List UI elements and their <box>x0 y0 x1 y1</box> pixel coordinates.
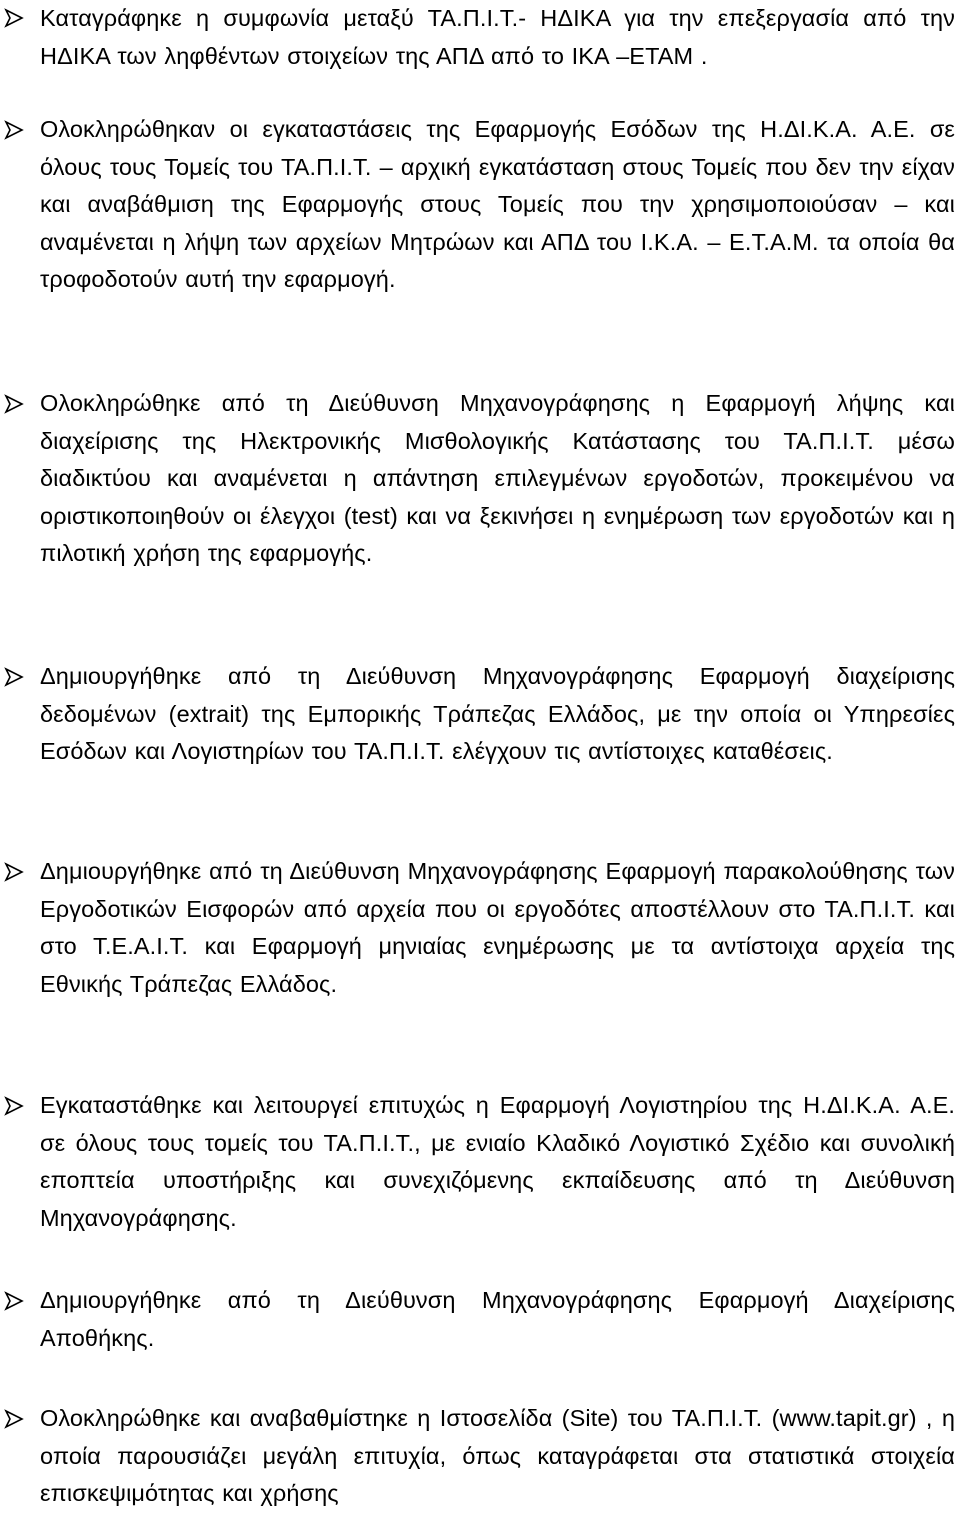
paragraph-text: Καταγράφηκε η συμφωνία μεταξύ ΤΑ.Π.Ι.Τ.- ΗΔΙΚΑ για την επεξεργασία από την ΗΔΙΚΑ των ληφθέντων στοιχείων της ΑΠΔ από το ΙΚΑ –ΕΤΑΜ . <box>40 5 955 69</box>
arrowhead-bullet-icon <box>2 1407 26 1431</box>
paragraph-text: Δημιουργήθηκε από τη Διεύθυνση Μηχανογράφησης Εφαρμογή διαχείρισης δεδομένων (extrait) της Εμπορικής Τράπεζας Ελλάδος, με την οποία οι Υπηρεσίες Εσόδων και Λογιστηρίων του ΤΑ.Π.Ι.Τ. ελέγχουν τις αντίστοιχες καταθέσεις. <box>40 663 955 764</box>
paragraph-text: Εγκαταστάθηκε και λειτουργεί επιτυχώς η Εφαρμογή Λογιστηρίου της Η.ΔΙ.Κ.Α. Α.Ε. σε όλους τους τομείς του ΤΑ.Π.Ι.Τ., με ενιαίο Κλαδικό Λογιστικό Σχέδιο και συνολική εποπτεία υποστήριξης και συνεχιζόμενης εκπαίδευσης από τη Διεύθυνση Μηχανογράφησης. <box>40 1092 955 1231</box>
arrowhead-bullet-icon <box>2 392 26 416</box>
paragraph-text: Δημιουργήθηκε από τη Διεύθυνση Μηχανογράφησης Εφαρμογή Διαχείρισης Αποθήκης. <box>40 1287 955 1351</box>
paragraph-text: Ολοκληρώθηκε και αναβαθμίστηκε η Ιστοσελίδα (Site) του ΤΑ.Π.Ι.Τ. (www.tapit.gr) , η οποία παρουσιάζει μεγάλη επιτυχία, όπως καταγράφεται στα στατιστικά στοιχεία επισκεψιμότητας και χρήσης <box>40 1405 955 1506</box>
arrowhead-bullet-icon <box>2 860 26 884</box>
arrowhead-bullet-icon <box>2 1289 26 1313</box>
paragraph-text: Δημιουργήθηκε από τη Διεύθυνση Μηχανογράφησης Εφαρμογή παρακολούθησης των Εργοδοτικών Εισφορών από αρχεία που οι εργοδότες αποστέλλουν στο ΤΑ.Π.Ι.Τ. και στο Τ.Ε.Α.Ι.Τ. και Εφαρμογή μηνιαίας ενημέρωσης με τα αντίστοιχα αρχεία της Εθνικής Τράπεζας Ελλάδος. <box>40 858 955 997</box>
paragraph-text: Ολοκληρώθηκε από τη Διεύθυνση Μηχανογράφησης η Εφαρμογή λήψης και διαχείρισης της Ηλεκτρονικής Μισθολογικής Κατάστασης του ΤΑ.Π.Ι.Τ. μέσω διαδικτύου και αναμένεται η απάντηση επιλεγμένων εργοδοτών, προκειμένου να οριστικοποιηθούν οι έλεγχοι (test) και να ξεκινήσει η ενημέρωση των εργοδοτών και η πιλοτική χρήση της εφαρμογής. <box>40 390 955 566</box>
paragraph-text: Ολοκληρώθηκαν οι εγκαταστάσεις της Εφαρμογής Εσόδων της Η.ΔΙ.Κ.Α. Α.Ε. σε όλους τους Τομείς του ΤΑ.Π.Ι.Τ. – αρχική εγκατάσταση στους Τομείς που δεν την είχαν και αναβάθμιση της Εφαρμογής στους Τομείς που την χρησιμοποιούσαν – και αναμένεται η λήψη των αρχείων Μητρώων και ΑΠΔ του Ι.Κ.Α. – Ε.Τ.Α.Μ. τα οποία θα τροφοδοτούν αυτή την εφαρμογή. <box>40 116 955 292</box>
arrowhead-bullet-icon <box>2 665 26 689</box>
arrowhead-bullet-icon <box>2 118 26 142</box>
arrowhead-bullet-icon <box>2 1094 26 1118</box>
arrowhead-bullet-icon <box>2 6 26 30</box>
